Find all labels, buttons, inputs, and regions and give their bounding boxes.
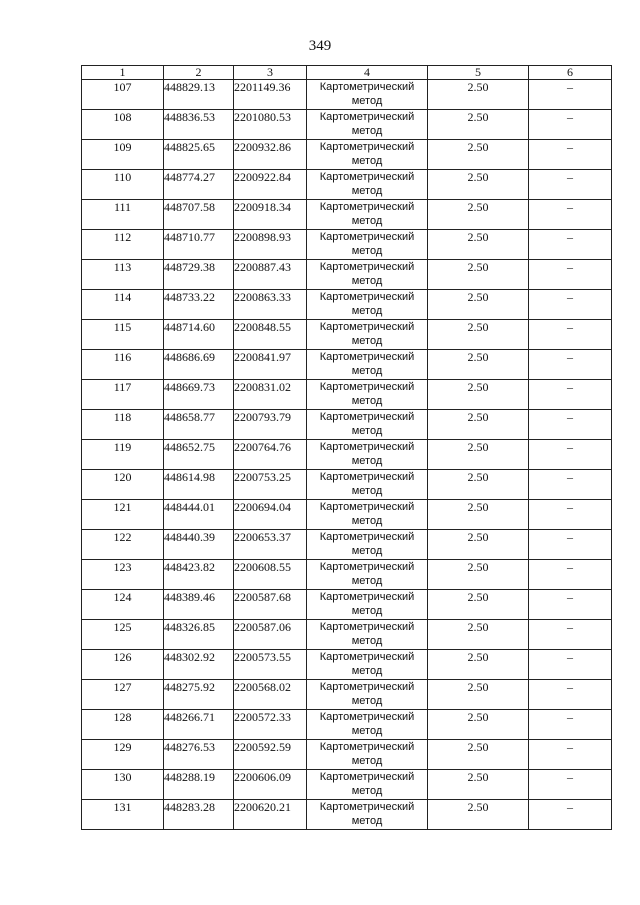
method-line-1: Картометрический <box>319 591 415 603</box>
point-number: 111 <box>82 200 164 230</box>
method-line-2: метод <box>351 725 383 737</box>
method-cell <box>307 290 428 320</box>
table-row <box>82 500 612 530</box>
method-cell <box>307 680 428 710</box>
accuracy-value: 2.50 <box>428 410 529 440</box>
description-value: – <box>529 410 612 440</box>
method-line-1: Картометрический <box>319 81 415 93</box>
coord-x: 448326.85 <box>164 620 234 650</box>
method-line-1: Картометрический <box>319 561 415 573</box>
method-cell <box>307 350 428 380</box>
method-cell <box>307 320 428 350</box>
method-line-1: Картометрический <box>319 201 415 213</box>
table-row <box>82 320 612 350</box>
method-line-1: Картометрический <box>319 741 415 753</box>
description-value: – <box>529 380 612 410</box>
description-value: – <box>529 560 612 590</box>
method-cell <box>307 530 428 560</box>
table-row <box>82 590 612 620</box>
table-row <box>82 170 612 200</box>
method-line-2: метод <box>351 455 383 467</box>
coord-x: 448652.75 <box>164 440 234 470</box>
coord-x: 448825.65 <box>164 140 234 170</box>
description-value: – <box>529 260 612 290</box>
method-line-1: Картометрический <box>319 261 415 273</box>
accuracy-value: 2.50 <box>428 470 529 500</box>
column-header: 3 <box>234 66 307 80</box>
coord-x: 448423.82 <box>164 560 234 590</box>
description-value: – <box>529 200 612 230</box>
point-number: 123 <box>82 560 164 590</box>
method-cell <box>307 110 428 140</box>
coord-y: 2200918.34 <box>234 200 307 230</box>
method-line-2: метод <box>351 185 383 197</box>
method-line-1: Картометрический <box>319 171 415 183</box>
table-row <box>82 620 612 650</box>
method-cell <box>307 260 428 290</box>
table-row <box>82 680 612 710</box>
accuracy-value: 2.50 <box>428 560 529 590</box>
accuracy-value: 2.50 <box>428 140 529 170</box>
coord-x: 448614.98 <box>164 470 234 500</box>
method-line-2: метод <box>351 785 383 797</box>
table-row <box>82 80 612 110</box>
method-cell <box>307 170 428 200</box>
column-header: 5 <box>428 66 529 80</box>
table-row <box>82 110 612 140</box>
coord-x: 448275.92 <box>164 680 234 710</box>
method-line-2: метод <box>351 605 383 617</box>
method-line-1: Картометрический <box>319 321 415 333</box>
coord-y: 2201080.53 <box>234 110 307 140</box>
accuracy-value: 2.50 <box>428 380 529 410</box>
method-line-1: Картометрический <box>319 471 415 483</box>
method-line-1: Картометрический <box>319 531 415 543</box>
accuracy-value: 2.50 <box>428 620 529 650</box>
point-number: 109 <box>82 140 164 170</box>
method-cell <box>307 800 428 830</box>
coord-y: 2200932.86 <box>234 140 307 170</box>
method-line-2: метод <box>351 125 383 137</box>
point-number: 122 <box>82 530 164 560</box>
method-cell <box>307 560 428 590</box>
coord-y: 2200653.37 <box>234 530 307 560</box>
coord-y: 2200573.55 <box>234 650 307 680</box>
method-line-2: метод <box>351 695 383 707</box>
table-row <box>82 470 612 500</box>
method-line-1: Картометрический <box>319 711 415 723</box>
point-number: 126 <box>82 650 164 680</box>
method-line-1: Картометрический <box>319 111 415 123</box>
method-line-2: метод <box>351 545 383 557</box>
method-line-1: Картометрический <box>319 771 415 783</box>
accuracy-value: 2.50 <box>428 170 529 200</box>
coord-y: 2200898.93 <box>234 230 307 260</box>
method-line-2: метод <box>351 245 383 257</box>
method-line-1: Картометрический <box>319 651 415 663</box>
accuracy-value: 2.50 <box>428 710 529 740</box>
method-line-1: Картометрический <box>319 291 415 303</box>
coord-y: 2200620.21 <box>234 800 307 830</box>
method-cell <box>307 80 428 110</box>
coord-y: 2200608.55 <box>234 560 307 590</box>
description-value: – <box>529 440 612 470</box>
point-number: 107 <box>82 80 164 110</box>
coord-y: 2200587.06 <box>234 620 307 650</box>
page-number: 349 <box>308 38 332 54</box>
accuracy-value: 2.50 <box>428 350 529 380</box>
table-header-row <box>82 66 612 80</box>
description-value: – <box>529 170 612 200</box>
point-number: 114 <box>82 290 164 320</box>
method-cell <box>307 770 428 800</box>
method-cell <box>307 470 428 500</box>
method-line-2: метод <box>351 365 383 377</box>
coord-y: 2200922.84 <box>234 170 307 200</box>
accuracy-value: 2.50 <box>428 290 529 320</box>
method-line-1: Картометрический <box>319 441 415 453</box>
method-cell <box>307 620 428 650</box>
coord-y: 2200753.25 <box>234 470 307 500</box>
description-value: – <box>529 140 612 170</box>
table-row <box>82 770 612 800</box>
point-number: 127 <box>82 680 164 710</box>
column-header: 1 <box>82 66 164 80</box>
accuracy-value: 2.50 <box>428 680 529 710</box>
table-row <box>82 230 612 260</box>
table-row <box>82 650 612 680</box>
point-number: 113 <box>82 260 164 290</box>
table-row <box>82 440 612 470</box>
coord-x: 448658.77 <box>164 410 234 440</box>
coord-x: 448729.38 <box>164 260 234 290</box>
method-line-2: метод <box>351 305 383 317</box>
table-row <box>82 530 612 560</box>
method-line-2: метод <box>351 155 383 167</box>
point-number: 116 <box>82 350 164 380</box>
method-line-2: метод <box>351 755 383 767</box>
coordinates-table <box>81 65 612 830</box>
table-row <box>82 140 612 170</box>
coord-x: 448440.39 <box>164 530 234 560</box>
point-number: 131 <box>82 800 164 830</box>
coord-x: 448444.01 <box>164 500 234 530</box>
coord-x: 448829.13 <box>164 80 234 110</box>
method-line-1: Картометрический <box>319 681 415 693</box>
description-value: – <box>529 290 612 320</box>
method-cell <box>307 590 428 620</box>
coord-x: 448302.92 <box>164 650 234 680</box>
point-number: 128 <box>82 710 164 740</box>
method-cell <box>307 410 428 440</box>
description-value: – <box>529 620 612 650</box>
coord-y: 2200831.02 <box>234 380 307 410</box>
point-number: 117 <box>82 380 164 410</box>
description-value: – <box>529 710 612 740</box>
method-line-2: метод <box>351 215 383 227</box>
coord-y: 2200587.68 <box>234 590 307 620</box>
column-header: 6 <box>529 66 612 80</box>
table-row <box>82 560 612 590</box>
method-cell <box>307 440 428 470</box>
point-number: 121 <box>82 500 164 530</box>
description-value: – <box>529 110 612 140</box>
description-value: – <box>529 230 612 260</box>
description-value: – <box>529 470 612 500</box>
point-number: 112 <box>82 230 164 260</box>
coord-y: 2200887.43 <box>234 260 307 290</box>
method-line-2: метод <box>351 665 383 677</box>
method-line-2: метод <box>351 95 383 107</box>
method-line-2: метод <box>351 395 383 407</box>
method-line-1: Картометрический <box>319 141 415 153</box>
table-row <box>82 710 612 740</box>
coord-x: 448283.28 <box>164 800 234 830</box>
coord-y: 2200793.79 <box>234 410 307 440</box>
description-value: – <box>529 740 612 770</box>
point-number: 115 <box>82 320 164 350</box>
coord-x: 448774.27 <box>164 170 234 200</box>
method-cell <box>307 230 428 260</box>
accuracy-value: 2.50 <box>428 200 529 230</box>
method-line-2: метод <box>351 575 383 587</box>
description-value: – <box>529 650 612 680</box>
method-line-1: Картометрический <box>319 411 415 423</box>
accuracy-value: 2.50 <box>428 770 529 800</box>
method-cell <box>307 740 428 770</box>
coord-y: 2200764.76 <box>234 440 307 470</box>
method-cell <box>307 140 428 170</box>
point-number: 118 <box>82 410 164 440</box>
accuracy-value: 2.50 <box>428 320 529 350</box>
column-header: 2 <box>164 66 234 80</box>
table-row <box>82 410 612 440</box>
method-line-1: Картометрический <box>319 501 415 513</box>
description-value: – <box>529 680 612 710</box>
coord-y: 2200606.09 <box>234 770 307 800</box>
point-number: 125 <box>82 620 164 650</box>
description-value: – <box>529 770 612 800</box>
method-line-2: метод <box>351 425 383 437</box>
point-number: 130 <box>82 770 164 800</box>
accuracy-value: 2.50 <box>428 740 529 770</box>
coord-x: 448836.53 <box>164 110 234 140</box>
description-value: – <box>529 500 612 530</box>
coord-x: 448733.22 <box>164 290 234 320</box>
accuracy-value: 2.50 <box>428 230 529 260</box>
method-cell <box>307 650 428 680</box>
accuracy-value: 2.50 <box>428 800 529 830</box>
description-value: – <box>529 530 612 560</box>
table-row <box>82 380 612 410</box>
point-number: 108 <box>82 110 164 140</box>
coord-y: 2200592.59 <box>234 740 307 770</box>
column-header: 4 <box>307 66 428 80</box>
description-value: – <box>529 800 612 830</box>
point-number: 120 <box>82 470 164 500</box>
table-row <box>82 200 612 230</box>
table-row <box>82 740 612 770</box>
accuracy-value: 2.50 <box>428 650 529 680</box>
accuracy-value: 2.50 <box>428 260 529 290</box>
coord-x: 448276.53 <box>164 740 234 770</box>
method-cell <box>307 380 428 410</box>
coord-x: 448686.69 <box>164 350 234 380</box>
point-number: 119 <box>82 440 164 470</box>
table-row <box>82 350 612 380</box>
method-line-2: метод <box>351 515 383 527</box>
coord-x: 448389.46 <box>164 590 234 620</box>
description-value: – <box>529 320 612 350</box>
method-line-1: Картометрический <box>319 231 415 243</box>
table-row <box>82 290 612 320</box>
description-value: – <box>529 80 612 110</box>
point-number: 124 <box>82 590 164 620</box>
coord-x: 448714.60 <box>164 320 234 350</box>
table-row <box>82 800 612 830</box>
point-number: 110 <box>82 170 164 200</box>
accuracy-value: 2.50 <box>428 110 529 140</box>
method-line-1: Картометрический <box>319 351 415 363</box>
coord-y: 2200863.33 <box>234 290 307 320</box>
coord-y: 2200694.04 <box>234 500 307 530</box>
point-number: 129 <box>82 740 164 770</box>
method-cell <box>307 710 428 740</box>
coord-x: 448669.73 <box>164 380 234 410</box>
accuracy-value: 2.50 <box>428 440 529 470</box>
method-line-2: метод <box>351 635 383 647</box>
description-value: – <box>529 590 612 620</box>
method-cell <box>307 500 428 530</box>
table-row <box>82 260 612 290</box>
accuracy-value: 2.50 <box>428 530 529 560</box>
method-line-2: метод <box>351 815 383 827</box>
coord-y: 2200568.02 <box>234 680 307 710</box>
method-line-2: метод <box>351 485 383 497</box>
coord-y: 2200572.33 <box>234 710 307 740</box>
method-line-1: Картометрический <box>319 801 415 813</box>
coord-x: 448707.58 <box>164 200 234 230</box>
method-line-1: Картометрический <box>319 621 415 633</box>
coord-x: 448710.77 <box>164 230 234 260</box>
method-line-2: метод <box>351 335 383 347</box>
method-cell <box>307 200 428 230</box>
method-line-1: Картометрический <box>319 381 415 393</box>
coord-x: 448266.71 <box>164 710 234 740</box>
coord-y: 2201149.36 <box>234 80 307 110</box>
accuracy-value: 2.50 <box>428 500 529 530</box>
description-value: – <box>529 350 612 380</box>
accuracy-value: 2.50 <box>428 80 529 110</box>
coord-y: 2200841.97 <box>234 350 307 380</box>
coord-y: 2200848.55 <box>234 320 307 350</box>
method-line-2: метод <box>351 275 383 287</box>
accuracy-value: 2.50 <box>428 590 529 620</box>
coord-x: 448288.19 <box>164 770 234 800</box>
